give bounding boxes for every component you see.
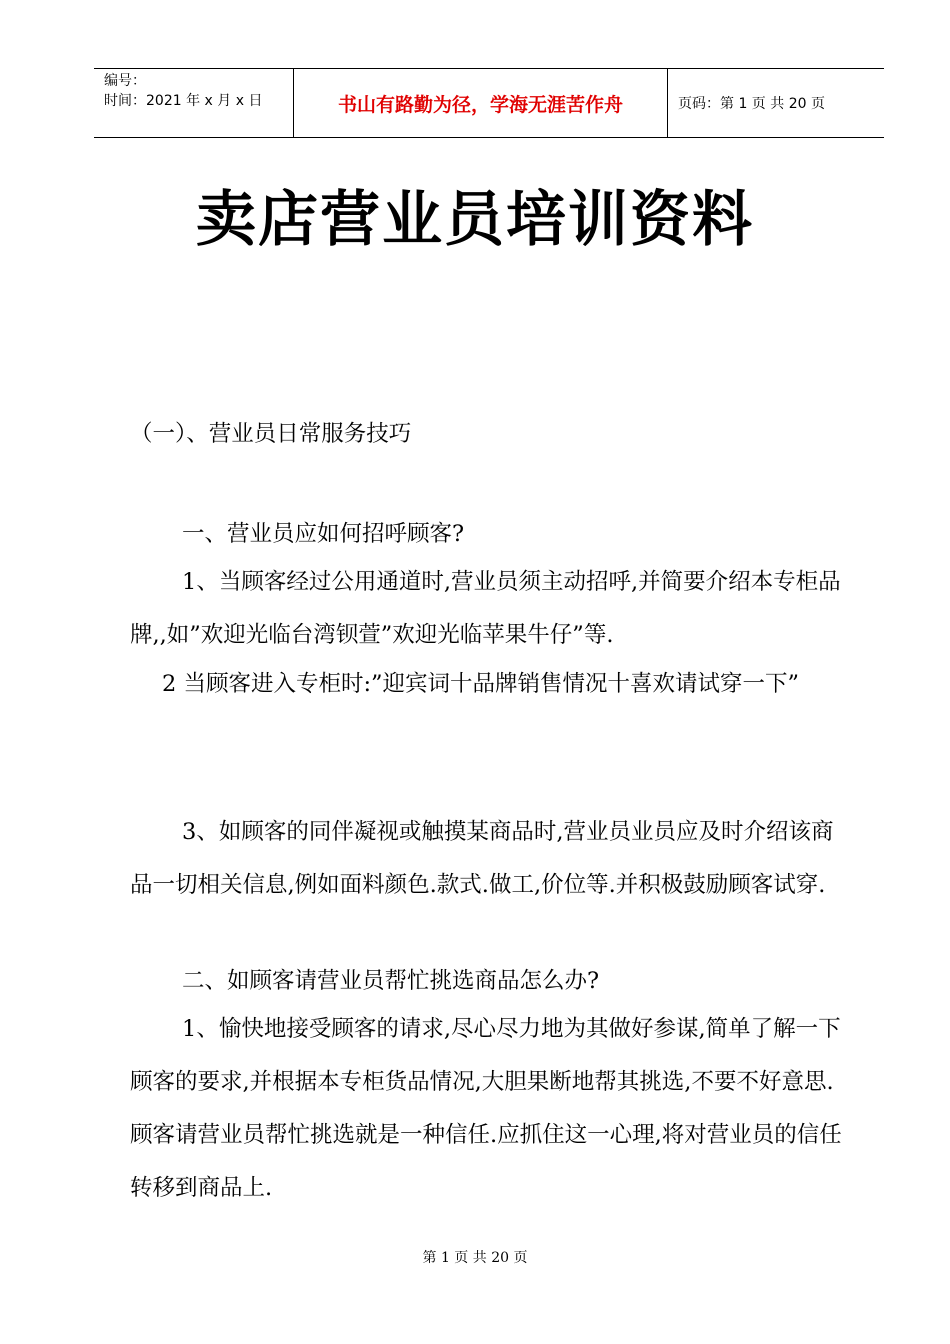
paragraph-2: 2 当顾客进入专柜时:”迎宾词十品牌销售情况十喜欢请试穿一下”: [162, 671, 800, 697]
header-left-cell: [94, 69, 294, 137]
paragraph-1: 1、当顾客经过公用通道时,营业员须主动招呼,并简要介绍本专柜品牌,,如”欢迎光临台湾钡萱”欢迎光临苹果牛仔”等.: [130, 569, 841, 648]
paragraph-4: 1、愉快地接受顾客的请求,尽心尽力地为其做好参谋,简单了解一下顾客的要求,并根据本专柜货品情况,大胆果断地帮其挑选,不要不好意思.顾客请营业员帮忙挑选就是一种信任.应抓住这一心理,将对营业员的信任转移到商品上.: [130, 1016, 842, 1201]
paragraph-3: 3、如顾客的同伴凝视或触摸某商品时,营业员业员应及时介绍该商品一切相关信息,例如面料颜色.款式.做工,价位等.并积极鼓励顾客试穿.: [130, 819, 834, 898]
document-title: 卖店营业员培训资料: [196, 185, 754, 255]
page-header: [94, 68, 884, 138]
document-time-label: 时间：2021 年 x 月 x 日: [104, 93, 263, 109]
header-page-number: 页码：第 1 页 共 20 页: [678, 96, 825, 112]
page-footer: 第 1 页 共 20 页: [422, 1250, 528, 1266]
header-motto: 书山有路勤为径，学海无涯苦作舟: [294, 69, 668, 137]
question-heading-1: 一、营业员应如何招呼顾客?: [182, 521, 465, 547]
document-number-label: 编号：: [104, 73, 146, 89]
question-heading-2: 二、如顾客请营业员帮忙挑选商品怎么办?: [182, 968, 600, 994]
section-heading: （一）、营业员日常服务技巧: [130, 421, 412, 447]
